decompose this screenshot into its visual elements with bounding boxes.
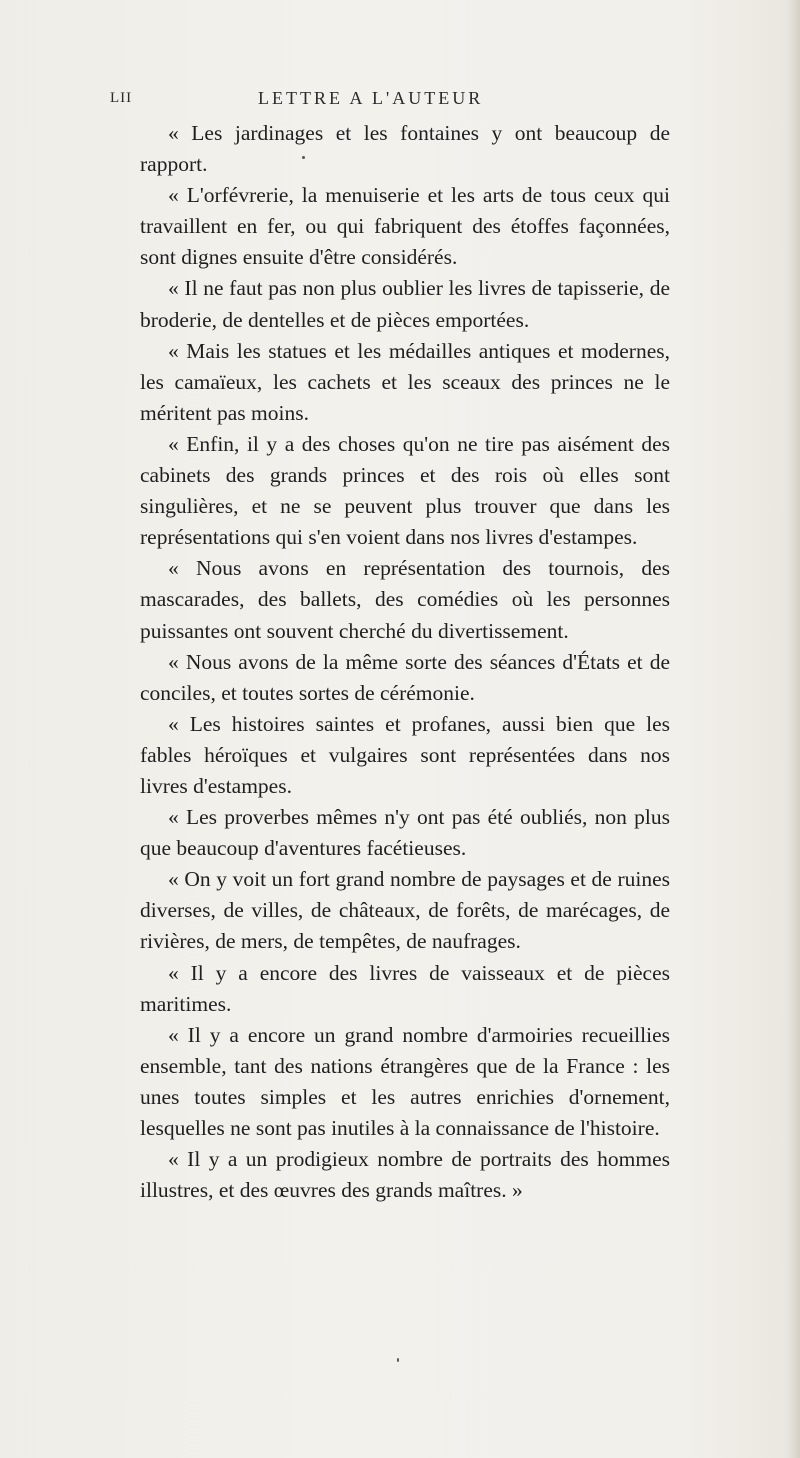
print-speck [397,1358,399,1362]
paragraph: « Nous avons en représentation des tournois, des mascarades, des ballets, des comédies où les personnes puissantes ont souvent cherché du divertissement. [140,556,670,643]
paragraph: « Il y a encore un grand nombre d'armoiries recueillies ensemble, tant des nations étrangères que de la France : les unes toutes simples et les autres enrichies d'ornement, lesquelles ne sont pas inutiles à la connaissance de l'histoire. [140,1022,670,1140]
paragraph: « Nous avons de la même sorte des séances d'États et de conciles, et toutes sortes de cérémonie. [140,649,670,705]
print-speck [302,156,305,159]
paragraph: « On y voit un fort grand nombre de paysages et de ruines diverses, de villes, de châteaux, de forêts, de marécages, de rivières, de mers, de tempêtes, de naufrages. [140,867,670,954]
paragraph: « L'orfévrerie, la menuiserie et les arts de tous ceux qui travaillent en fer, ou qui fabriquent des étoffes façonnées, sont dignes ensuite d'être considérés. [140,183,670,270]
page-edge-shadow [786,0,800,1458]
body-text [140,118,670,1206]
paragraph: « Il y a un prodigieux nombre de portraits des hommes illustres, et des œuvres des grands maîtres. » [140,1147,670,1203]
paragraph: « Mais les statues et les médailles antiques et modernes, les camaïeux, les cachets et les sceaux des princes ne le méritent pas moins. [140,338,670,425]
paragraph: « Enfin, il y a des choses qu'on ne tire pas aisément des cabinets des grands princes et des rois où elles sont singulières, et ne se peuvent plus trouver que dans les représentations qui s'en voient dans nos livres d'estampes. [140,431,670,550]
paragraph: « Il y a encore des livres de vaisseaux et de pièces maritimes. [140,960,670,1016]
paragraph: « Les proverbes mêmes n'y ont pas été oubliés, non plus que beaucoup d'aventures facétieuses. [140,805,670,861]
running-head [110,88,710,112]
paragraph: « Les histoires saintes et profanes, aussi bien que les fables héroïques et vulgaires sont représentées dans nos livres d'estampes. [140,711,670,798]
paragraph: « Il ne faut pas non plus oublier les livres de tapisserie, de broderie, de dentelles et de pièces emportées. [140,276,670,332]
running-title: LETTRE A L'AUTEUR [258,88,484,108]
page-number: LII [110,90,133,106]
paragraph: « Les jardinages et les fontaines y ont beaucoup de rapport. [140,121,670,177]
